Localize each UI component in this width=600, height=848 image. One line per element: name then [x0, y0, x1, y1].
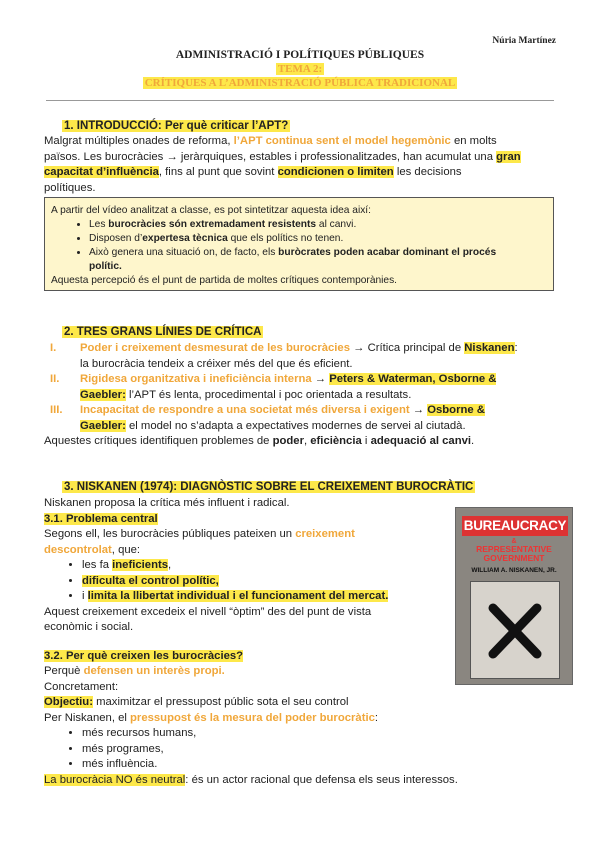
list-item: III. Incapacitat de respondre a una societat més diversa i exigent → Osborne & Gaebler: el model no s’adapta a expectatives modernes de servei al ciutadà.	[50, 404, 485, 432]
section-1-heading: 1. INTRODUCCIÓ: Per què criticar l’APT?	[64, 120, 289, 132]
subsection-3-2-heading: 3.2. Per què creixen les burocràcies?	[44, 649, 244, 662]
section-3-heading: 3. NISKANEN (1974): DIAGNÒSTIC SOBRE EL CREIXEMENT BUROCRÀTIC	[64, 481, 474, 493]
list-item: • més recursos humans,	[82, 726, 556, 742]
subsection-3-1-heading: 3.1. Problema central	[44, 512, 158, 525]
list-item: • més influència.	[82, 757, 556, 773]
list-item: • més programes,	[82, 742, 556, 758]
book-title: BUREAUCRACY	[462, 516, 568, 536]
list-item: • Disposen d’expertesa tècnica que els polítics no tenen.	[89, 232, 547, 246]
list-item: • Això genera una situació on, de facto, els buròcrates poden acabar dominant el procés polític.	[89, 246, 547, 274]
section-2-heading: 2. TRES GRANS LÍNIES DE CRÍTICA	[64, 326, 262, 338]
list-item: • Les burocràcies són extremadament resistents al canvi.	[89, 218, 547, 232]
book-subtitle: REPRESENTATIVE GOVERNMENT	[476, 544, 552, 563]
cross-mark-icon	[471, 582, 559, 678]
author-name: Núria Martínez	[492, 36, 556, 46]
book-cover-image	[455, 507, 573, 685]
book-ampersand: &	[511, 538, 517, 545]
section-1-paragraph: Malgrat múltiples onades de reforma, l’APT continua sent el model hegemònic en molts països. Les burocràcies → jeràrquiques, estables i professionalitzades, han acumulat una gran capacitat d’influència, fins al punt que sovint condicionen o limiten les decisions polítiques.	[44, 135, 521, 194]
book-author: WILLIAM A. NISKANEN, JR.	[471, 567, 557, 574]
list-item: I. Poder i creixement desmesurat de les burocràcies → Crítica principal de Niskanen: la burocràcia tendeix a créixer més del que és eficient.	[50, 342, 518, 370]
list-item: II. Rigidesa organitzativa i ineficiència interna → Peters & Waterman, Osborne & Gaebler: l’APT és lenta, procedimental i poc orientada a resultats.	[50, 373, 497, 401]
main-title: ADMINISTRACIÓ I POLÍTIQUES PÚBLIQUES	[175, 49, 425, 61]
subtitle: CRÍTIQUES A L’ADMINISTRACIÓ PÚBLICA TRADICIONAL	[144, 77, 456, 89]
list-item: • dificulta el control polític,	[82, 574, 556, 590]
document-title	[0, 48, 600, 90]
list-item: • les fa ineficients,	[82, 558, 556, 574]
section-3-body: Niskanen proposa la crítica més influent i radical. 3.1. Problema central Segons ell, les burocràcies públiques pateixen un creixement descontrolat, que: • les fa ineficients, • dificulta el control polític, • i limita la llibertat individual i el funcionament del mercat. Aquest creixement excedeix el nivell “òptim” des del punt de vista econòmic i social. 3.2. Per què creixen les burocràcies? Perquè defensen un interès propi. Concretament: Objectiu: maximitzar el pressupost públic sota el seu control Per Niskanen, el pressupost és la mesura del poder burocràtic: • més recursos humans, • més programes, • més influència. La burocràcia NO és neutral: és un actor racional que defensa els seus interessos.	[44, 496, 556, 788]
list-item: • i limita la llibertat individual i el funcionament del mercat.	[82, 589, 556, 605]
summary-box: A partir del vídeo analitzat a classe, es pot sintetitzar aquesta idea així: • Les burocràcies són extremadament resistents al canvi. • Disposen d’expertesa tècnica que els polítics no tenen. • Això genera una situació on, de facto, els buròcrates poden acabar dominant el procés polític. Aquesta percepció és el punt de partida de moltes crítiques contemporànies.	[44, 197, 554, 291]
section-2-list	[44, 341, 560, 450]
section-2-conclusion: Aquestes crítiques identifiquen problemes de poder, eficiència i adequació al canvi.	[44, 435, 475, 447]
book-cover-art	[470, 581, 560, 679]
divider	[46, 100, 554, 101]
tema-label: TEMA 2:	[277, 63, 323, 75]
